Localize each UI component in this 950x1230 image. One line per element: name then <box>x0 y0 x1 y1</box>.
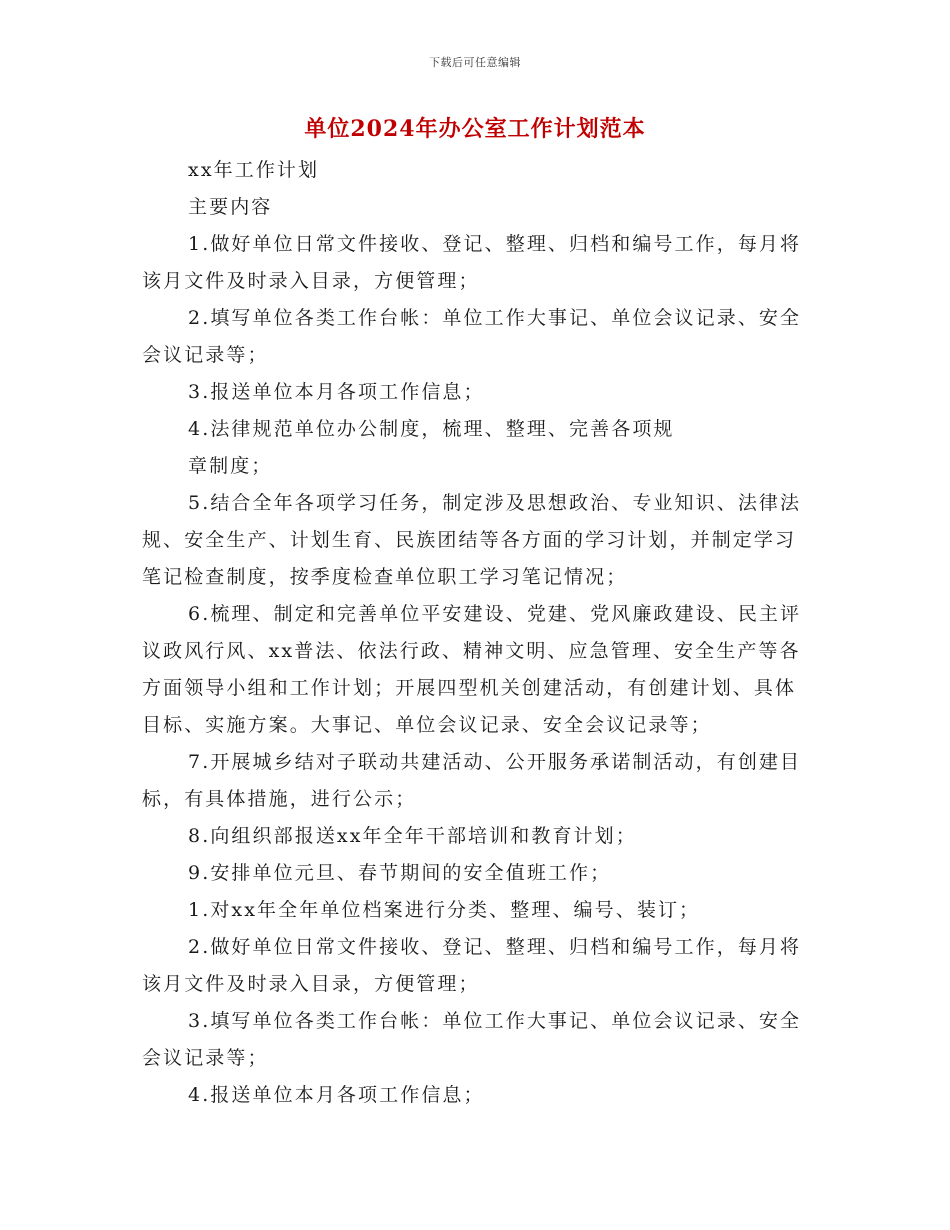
paragraph: 6.梳理、制定和完善单位平安建设、党建、党风廉政建设、民主评议政风行风、xx普法、依法行政、精神文明、应急管理、安全生产等各方面领导小组和工作计划；开展四型机关创建活动，有创建计划、具体目标、实施方案。大事记、单位会议记录、安全会议记录等； <box>142 603 802 736</box>
paragraph: 主要内容 <box>188 196 273 218</box>
paragraph: xx年工作计划 <box>188 159 320 181</box>
paragraph: 3.填写单位各类工作台帐：单位工作大事记、单位会议记录、安全会议记录等； <box>142 1010 802 1069</box>
paragraph: 1.做好单位日常文件接收、登记、整理、归档和编号工作，每月将该月文件及时录入目录，方便管理； <box>142 233 802 292</box>
paragraph: 1.对xx年全年单位档案进行分类、整理、编号、装订； <box>188 899 701 921</box>
paragraph: 7.开展城乡结对子联动共建活动、公开服务承诺制活动，有创建目标，有具体措施，进行公示； <box>142 751 802 810</box>
paragraph: 2.填写单位各类工作台帐：单位工作大事记、单位会议记录、安全会议记录等； <box>142 307 802 366</box>
document-body <box>142 152 806 1114</box>
header-note: 下载后可任意编辑 <box>429 56 521 69</box>
paragraph: 4.报送单位本月各项工作信息； <box>188 1084 485 1106</box>
paragraph: 8.向组织部报送xx年全年干部培训和教育计划； <box>188 825 637 847</box>
paragraph: 3.报送单位本月各项工作信息； <box>188 381 485 403</box>
paragraph: 9.安排单位元旦、春节期间的安全值班工作； <box>188 862 612 884</box>
document-title: 单位2024年办公室工作计划范本 <box>304 116 646 142</box>
paragraph: 5.结合全年各项学习任务，制定涉及思想政治、专业知识、法律法规、安全生产、计划生育、民族团结等各方面的学习计划，并制定学习笔记检查制度，按季度检查单位职工学习笔记情况； <box>142 492 802 588</box>
paragraph: 4.法律规范单位办公制度，梳理、整理、完善各项规 <box>188 418 675 440</box>
paragraph: 2.做好单位日常文件接收、登记、整理、归档和编号工作，每月将该月文件及时录入目录，方便管理； <box>142 936 802 995</box>
paragraph: 章制度； <box>188 455 273 477</box>
